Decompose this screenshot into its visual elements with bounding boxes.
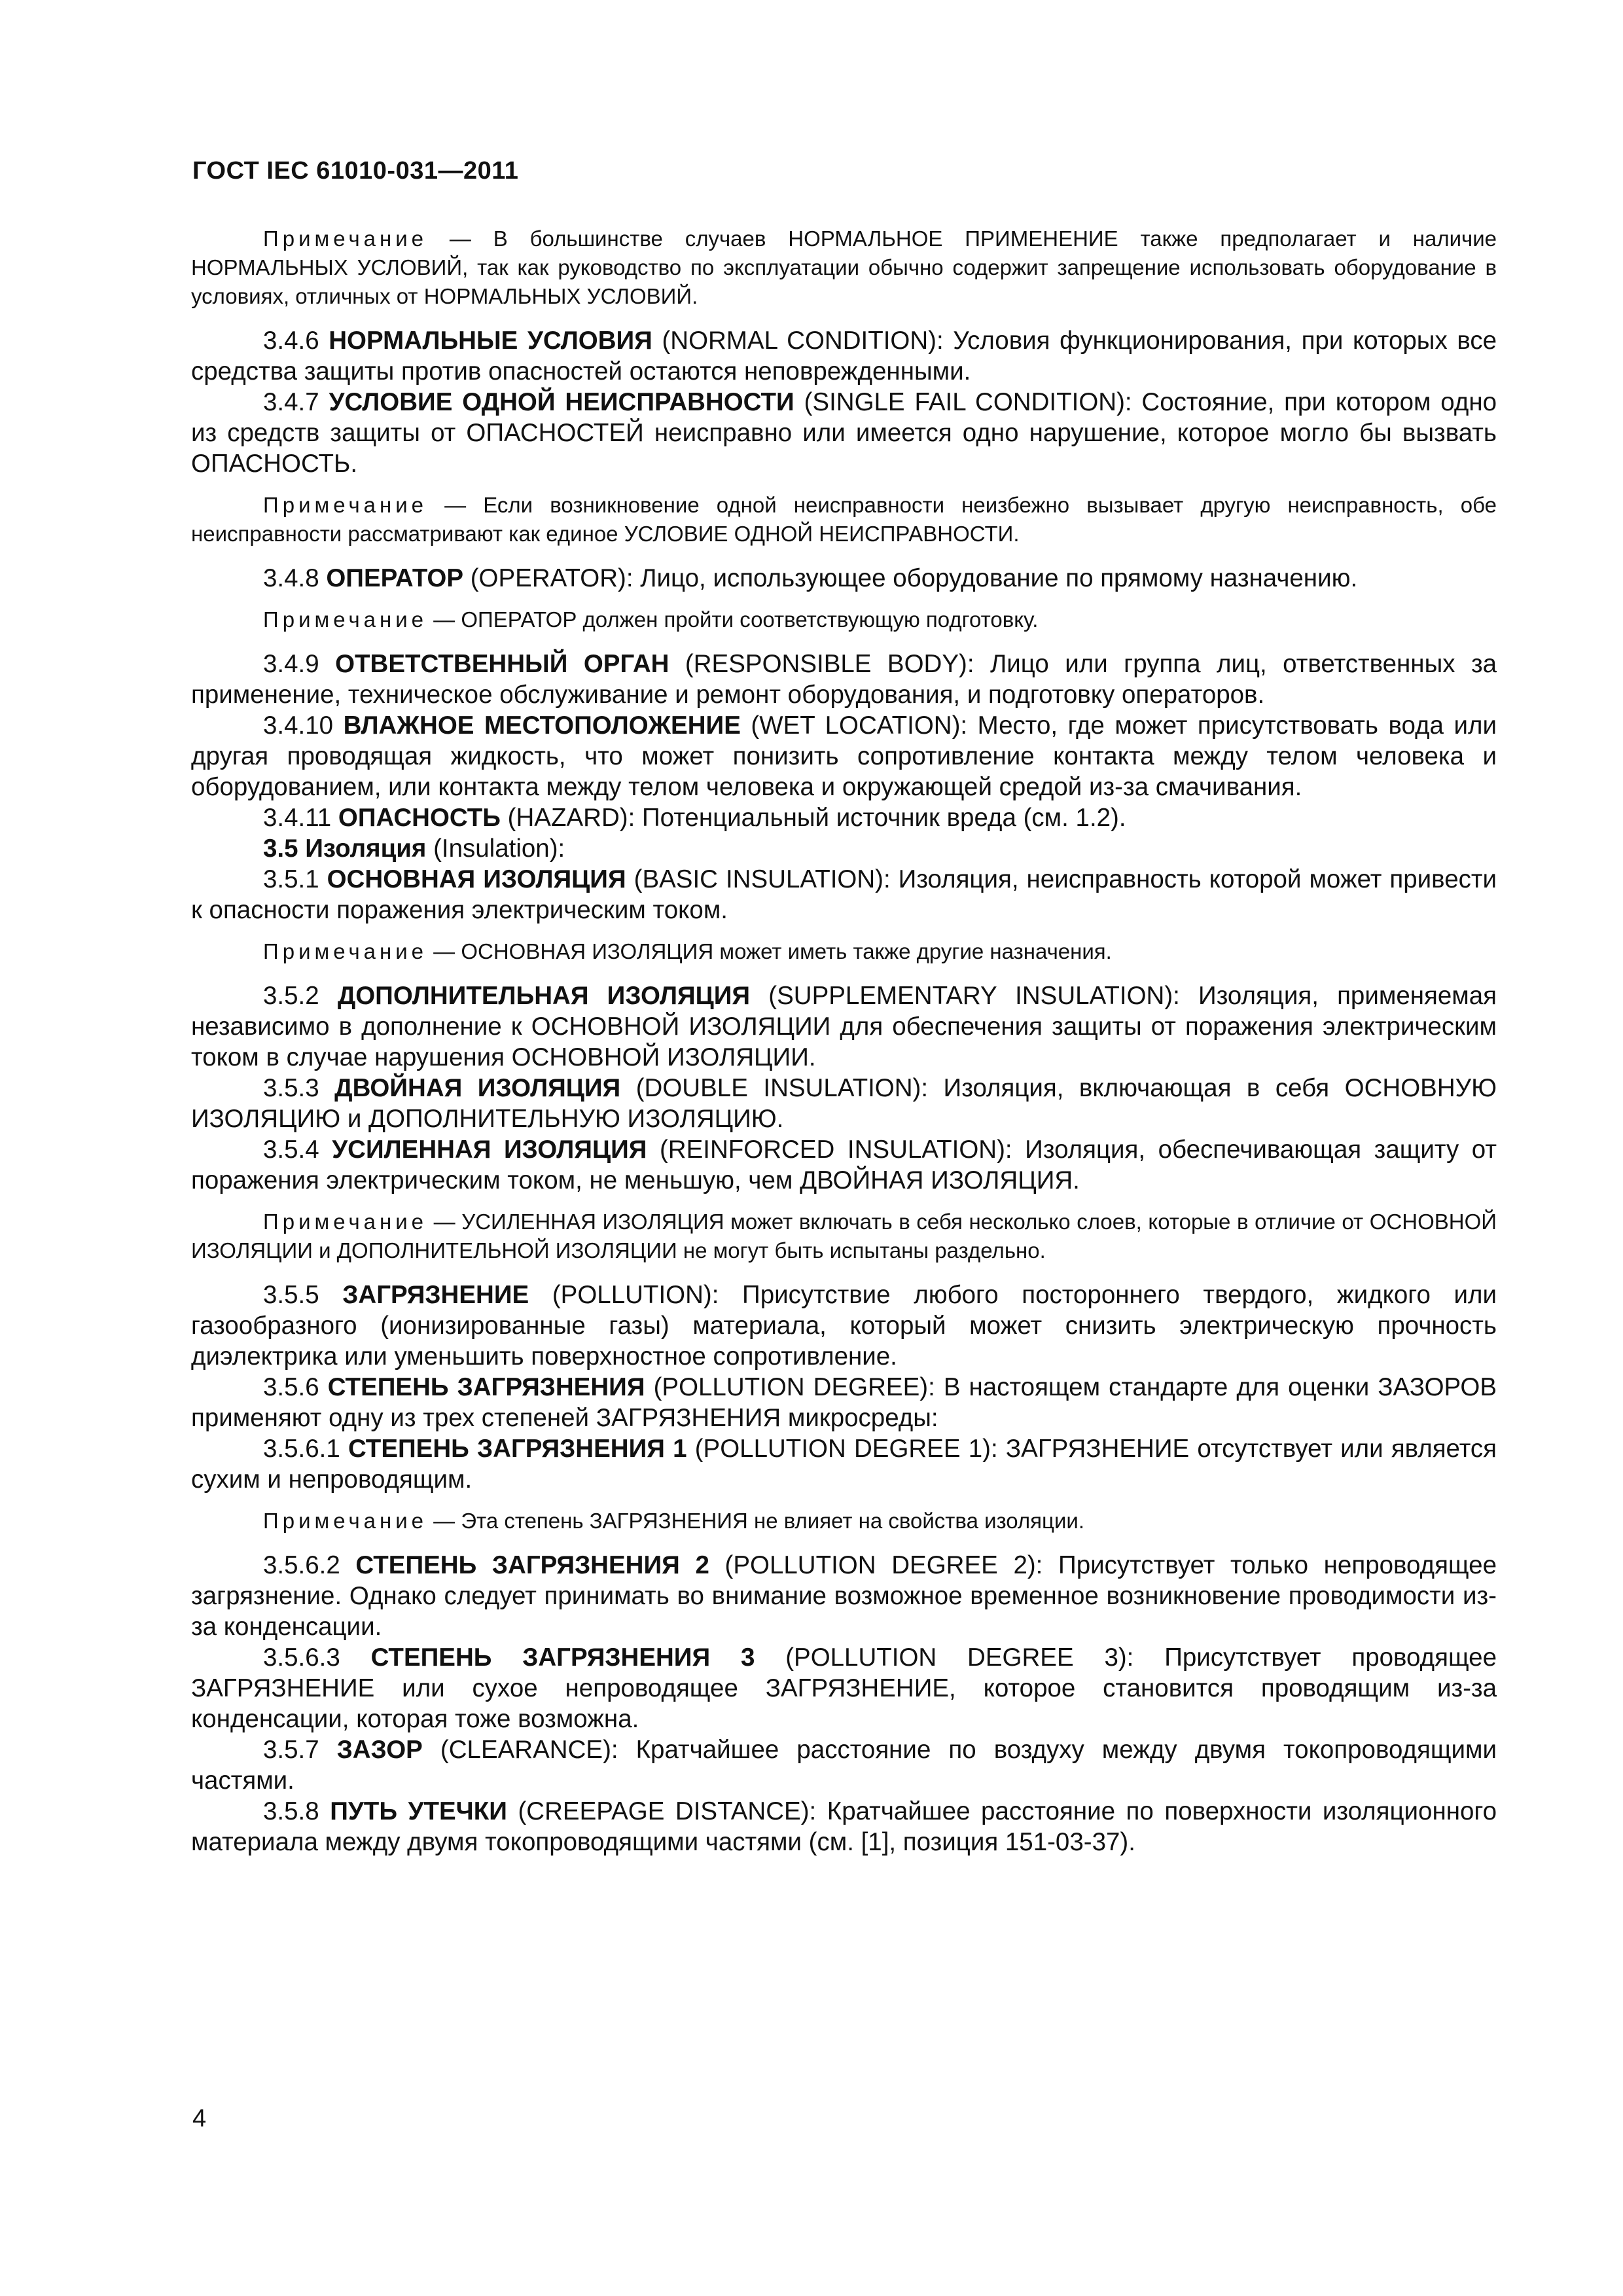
term-name: ОПЕРАТОР	[326, 564, 464, 592]
clause-number: 3.5.6.3	[263, 1643, 340, 1672]
term-text: (HAZARD): Потенциальный источник вреда (см. 1.2).	[500, 804, 1126, 832]
term-text: (REINFORCED INSULATION): Изоляция, обеспечивающая защиту от поражения электрическим током, не меньшую, чем ДВОЙНАЯ ИЗОЛЯЦИЯ.	[191, 1136, 1497, 1194]
term-name: ОТВЕТСТВЕННЫЙ ОРГАН	[335, 650, 669, 678]
term-text: (CLEARANCE): Кратчайшее расстояние по воздуху между двумя токопроводящими частями.	[191, 1736, 1497, 1795]
term-text: (WET LOCATION): Место, где может присутствовать вода или другая проводящая жидкость, что может понизить сопротивление контакта между телом человека и оборудованием, или контакта между телом человека и окружающей средой из-за смачивания.	[191, 711, 1497, 801]
term-name: СТЕПЕНЬ ЗАГРЯЗНЕНИЯ 3	[370, 1643, 755, 1672]
term-name: СТЕПЕНЬ ЗАГРЯЗНЕНИЯ	[327, 1373, 645, 1401]
clause-number: 3.5.5	[263, 1281, 319, 1309]
term-definition	[191, 710, 1497, 802]
clause-number: 3.5.7	[263, 1736, 319, 1764]
term-text: (Insulation):	[426, 834, 565, 863]
note-label: Примечание	[263, 1210, 428, 1234]
term-definition	[191, 833, 1497, 864]
term-definition	[191, 980, 1497, 1073]
document-body	[191, 213, 1497, 1857]
term-definition	[191, 1433, 1497, 1495]
clause-number: 3.5	[263, 834, 298, 863]
term-name: Изоляция	[305, 834, 427, 863]
term-name: ОСНОВНАЯ ИЗОЛЯЦИЯ	[327, 865, 626, 893]
term-definition	[191, 1073, 1497, 1134]
note-label: Примечание	[263, 493, 428, 517]
term-name: УСЛОВИЕ ОДНОЙ НЕИСПРАВНОСТИ	[329, 388, 794, 416]
term-definition	[191, 1734, 1497, 1796]
term-name: СТЕПЕНЬ ЗАГРЯЗНЕНИЯ 2	[355, 1551, 709, 1579]
clause-number: 3.5.6.1	[263, 1435, 340, 1463]
document-header: ГОСТ IEC 61010-031—2011	[192, 157, 519, 185]
term-text: (OPERATOR): Лицо, использующее оборудование по прямому назначению.	[463, 564, 1358, 592]
term-text: (POLLUTION DEGREE 1): ЗАГРЯЗНЕНИЕ отсутствует или является сухим и непроводящим.	[191, 1435, 1497, 1494]
term-name: ДВОЙНАЯ ИЗОЛЯЦИЯ	[334, 1074, 621, 1102]
term-definition	[191, 649, 1497, 710]
note-paragraph	[191, 224, 1497, 311]
clause-number: 3.4.11	[263, 804, 332, 832]
term-definition	[191, 1796, 1497, 1857]
term-text: (CREEPAGE DISTANCE): Кратчайшее расстояние по поверхности изоляционного материала между двумя токопроводящими частями (см. [1], позиция 151-03-37).	[191, 1797, 1497, 1856]
term-text: (RESPONSIBLE BODY): Лицо или группа лиц, ответственных за применение, техническое обслуживание и ремонт оборудования, и подготовку операторов.	[191, 650, 1497, 709]
clause-number: 3.4.6	[263, 327, 319, 355]
term-definition	[191, 1134, 1497, 1196]
term-name: СТЕПЕНЬ ЗАГРЯЗНЕНИЯ 1	[348, 1435, 687, 1463]
note-text: — В большинстве случаев НОРМАЛЬНОЕ ПРИМЕНЕНИЕ также предполагает и наличие НОРМАЛЬНЫХ УСЛОВИЙ, так как руководство по эксплуатации обычно содержит запрещение использовать оборудование в условиях, отличных от НОРМАЛЬНЫХ УСЛОВИЙ.	[191, 226, 1497, 308]
term-name: ОПАСНОСТЬ	[338, 804, 501, 832]
term-text: (BASIC INSULATION): Изоляция, неисправность которой может привести к опасности поражения электрическим током.	[191, 865, 1497, 924]
note-text: — УСИЛЕННАЯ ИЗОЛЯЦИЯ может включать в себя несколько слоев, которые в отличие от ОСНОВНОЙ ИЗОЛЯЦИИ и ДОПОЛНИТЕЛЬНОЙ ИЗОЛЯЦИИ не могут быть испытаны раздельно.	[191, 1210, 1497, 1263]
term-name: ВЛАЖНОЕ МЕСТОПОЛОЖЕНИЕ	[343, 711, 741, 740]
term-name: НОРМАЛЬНЫЕ УСЛОВИЯ	[329, 327, 652, 355]
term-text: (POLLUTION DEGREE 2): Присутствует только непроводящее загрязнение. Однако следует принимать во внимание возможное временное возникновение проводимости из-за конденсации.	[191, 1551, 1497, 1641]
note-text: — ОПЕРАТОР должен пройти соответствующую подготовку.	[427, 607, 1039, 632]
term-definition	[191, 1280, 1497, 1372]
term-definition	[191, 563, 1497, 594]
clause-number: 3.5.6	[263, 1373, 319, 1401]
clause-number: 3.5.3	[263, 1074, 319, 1102]
note-text: — Если возникновение одной неисправности неизбежно вызывает другую неисправность, обе неисправности рассматривают как единое УСЛОВИЕ ОДНОЙ НЕИСПРАВНОСТИ.	[191, 493, 1497, 546]
term-definition	[191, 1642, 1497, 1734]
clause-number: 3.4.7	[263, 388, 319, 416]
term-name: ЗАЗОР	[336, 1736, 423, 1764]
term-text: (DOUBLE INSULATION): Изоляция, включающая в себя ОСНОВНУЮ ИЗОЛЯЦИЮ и ДОПОЛНИТЕЛЬНУЮ ИЗОЛЯЦИЮ.	[191, 1074, 1497, 1133]
note-paragraph	[191, 491, 1497, 548]
note-text: — ОСНОВНАЯ ИЗОЛЯЦИЯ может иметь также другие назначения.	[427, 939, 1112, 963]
page-number: 4	[192, 2105, 207, 2132]
note-paragraph	[191, 1507, 1497, 1535]
clause-number: 3.4.10	[263, 711, 334, 740]
term-text: (SINGLE FAIL CONDITION): Состояние, при котором одно из средств защиты от ОПАСНОСТЕЙ неисправно или имеется одно нарушение, которое могло бы вызвать ОПАСНОСТЬ.	[191, 388, 1497, 478]
term-definition	[191, 802, 1497, 833]
clause-number: 3.5.8	[263, 1797, 319, 1825]
clause-number: 3.5.1	[263, 865, 319, 893]
term-name: УСИЛЕННАЯ ИЗОЛЯЦИЯ	[332, 1136, 647, 1164]
note-paragraph	[191, 1208, 1497, 1265]
clause-number: 3.5.2	[263, 982, 319, 1010]
term-definition	[191, 864, 1497, 925]
note-paragraph	[191, 937, 1497, 966]
term-text: (POLLUTION DEGREE 3): Присутствует проводящее ЗАГРЯЗНЕНИЕ или сухое непроводящее ЗАГРЯЗНЕНИЕ, которое становится проводящим из-за конденсации, которая тоже возможна.	[191, 1643, 1497, 1733]
term-definition	[191, 1372, 1497, 1433]
term-name: ПУТЬ УТЕЧКИ	[330, 1797, 507, 1825]
term-definition	[191, 387, 1497, 479]
note-label: Примечание	[263, 1509, 428, 1533]
note-text: — Эта степень ЗАГРЯЗНЕНИЯ не влияет на свойства изоляции.	[427, 1509, 1084, 1533]
term-definition	[191, 325, 1497, 387]
clause-number: 3.4.8	[263, 564, 319, 592]
note-label: Примечание	[263, 226, 428, 251]
term-name: ЗАГРЯЗНЕНИЕ	[342, 1281, 529, 1309]
clause-number: 3.5.6.2	[263, 1551, 340, 1579]
term-definition	[191, 1550, 1497, 1642]
note-label: Примечание	[263, 939, 428, 963]
term-text: (SUPPLEMENTARY INSULATION): Изоляция, применяемая независимо в дополнение к ОСНОВНОЙ ИЗОЛЯЦИИ для обеспечения защиты от поражения электрическим током в случае нарушения ОСНОВНОЙ ИЗОЛЯЦИИ.	[191, 982, 1497, 1071]
term-text: (NORMAL CONDITION): Условия функционирования, при которых все средства защиты против опасностей остаются неповрежденными.	[191, 327, 1497, 386]
term-text: (POLLUTION): Присутствие любого постороннего твердого, жидкого или газообразного (ионизированные газы) материала, который может снизить электрическую прочность диэлектрика или уменьшить поверхностное сопротивление.	[191, 1281, 1497, 1371]
note-label: Примечание	[263, 607, 428, 632]
term-name: ДОПОЛНИТЕЛЬНАЯ ИЗОЛЯЦИЯ	[337, 982, 751, 1010]
term-text: (POLLUTION DEGREE): В настоящем стандарте для оценки ЗАЗОРОВ применяют одну из трех степеней ЗАГРЯЗНЕНИЯ микросреды:	[191, 1373, 1497, 1432]
note-paragraph	[191, 605, 1497, 634]
clause-number: 3.4.9	[263, 650, 319, 678]
clause-number: 3.5.4	[263, 1136, 319, 1164]
